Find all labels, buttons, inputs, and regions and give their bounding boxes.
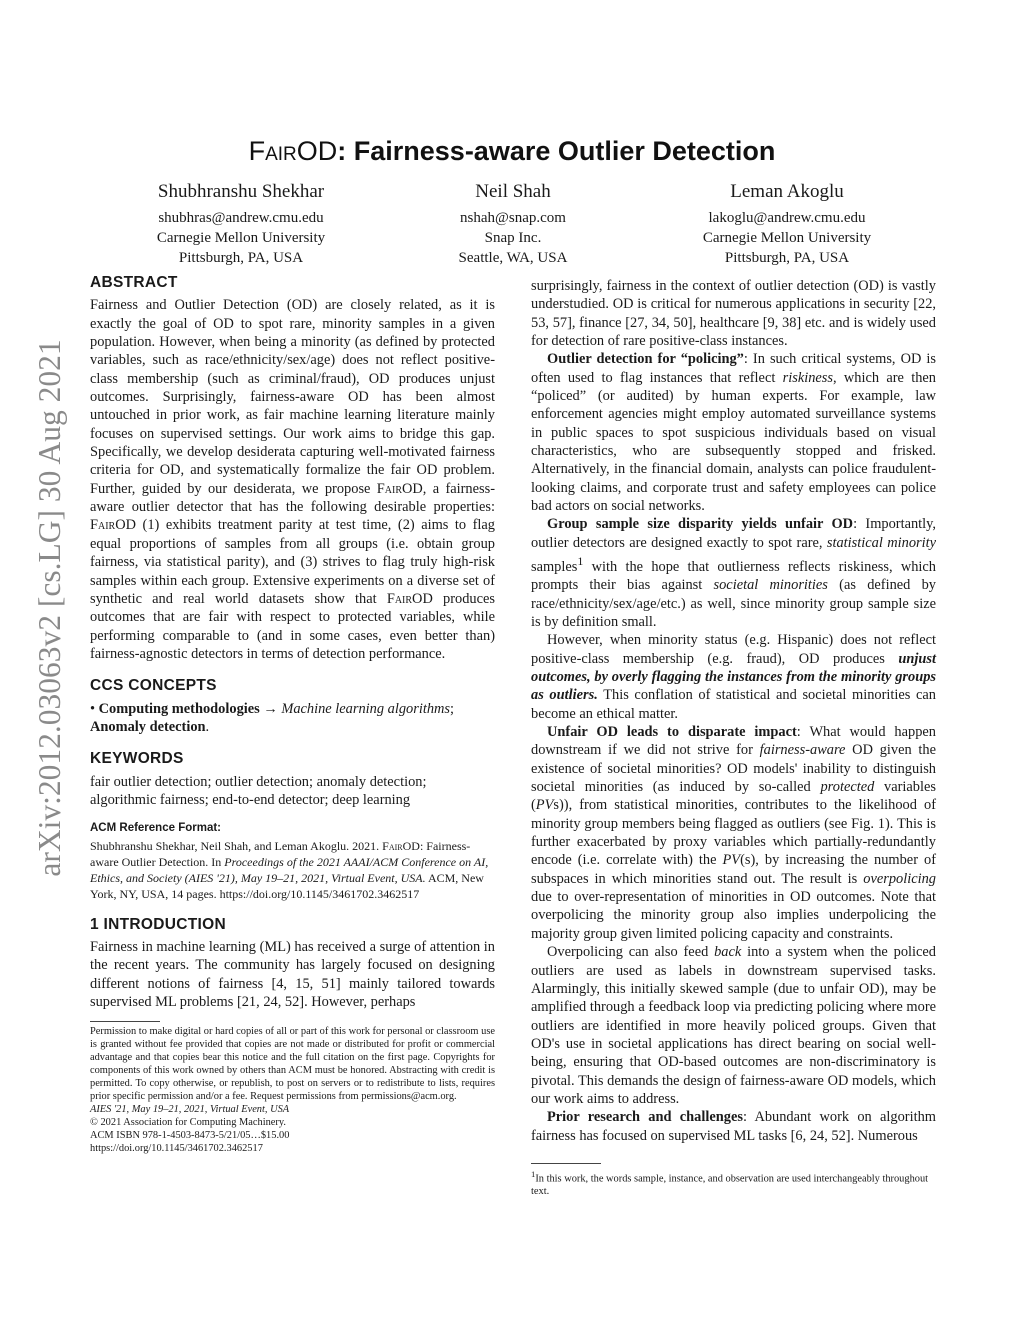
author-affiliation: Carnegie Mellon University <box>702 230 872 246</box>
intro-paragraph: surprisingly, fairness in the context of outlier detection (OD) is vastly understudied. OD is critical for numerous applications in security [22, 53, 57], finance [27, 34, 50], healthcare [9, 38] etc. and is widely used for detection of rare positive-class instances. <box>531 278 936 350</box>
author-affiliation: Carnegie Mellon University <box>156 230 326 246</box>
author-3 <box>652 179 922 268</box>
footnote-marker: 1 <box>577 554 584 569</box>
author-name: Neil Shah <box>475 181 551 202</box>
author-email: lakoglu@andrew.cmu.edu <box>708 210 866 226</box>
author-name: Leman Akoglu <box>730 181 844 202</box>
author-1 <box>106 179 376 268</box>
introduction-heading: 1 INTRODUCTION <box>90 915 226 933</box>
permission-block <box>90 1026 495 1155</box>
author-affiliation: Snap Inc. <box>484 230 542 246</box>
keywords-heading: KEYWORDS <box>90 750 184 768</box>
keywords-text: fair outlier detection; outlier detection; anomaly detection; algorithmic fairness; end-to-end detector; deep learning <box>90 773 427 808</box>
abstract-text: Fairness and Outlier Detection (OD) are closely related, as it is exactly the goal of OD to spot rare, minority samples in a given population. However, when being a minority (as defined by protected variables, such as race/ethnicity/sex/age) does not reflect positive-class membership (such as criminal/fraud), OD produces unjust outcomes. Surprisingly, fairness-aware OD has been almost untouched in prior work, as fair machine learning literature mainly focuses on supervised settings. Our work aims to bridge this gap. Specifically, we develop desiderata capturing well-motivated fairness criteria for OD, and systematically formalize the fair OD problem. Further, guided by our desiderata, we propose FairOD, a fairness-aware outlier detector that has the following desirable properties: FairOD (1) exhibits treatment parity at test time, (2) aims to flag equal proportions of samples from all groups (i.e. obtain group fairness, via statistical parity), and (3) strives to flag truly high-risk samples within each group. Extensive experiments on a diverse set of synthetic and real world datasets show that FairOD produces outcomes that are fair with respect to protected variables, while performing comparable to (and in some cases, even better than) fairness-agnostic detectors in terms of detection performance. <box>90 297 495 662</box>
intro-paragraph: Prior research and challenges: Abundant work on algorithm fairness has focused on supervised ML tasks [6, 24, 52]. Numerous <box>531 1109 936 1144</box>
title-rest: : Fairness-aware Outlier Detection <box>337 136 776 166</box>
introduction-text: Fairness in machine learning (ML) has received a surge of attention in the recent years. The community has largely focused on designing different notions of fairness [4, 15, 51] mainly tailored towards supervised ML problems [21, 24, 52]. However, perhaps <box>90 938 495 1010</box>
abstract-heading: ABSTRACT <box>90 274 178 291</box>
permission-text: Permission to make digital or hard copies of all or part of this work for personal or classroom use is granted without fee provided that copies are not made or distributed for profit or commercial advantage and that copies bear this notice and the full citation on the first page. Copyrights for components of this work owned by others than ACM must be honored. Abstracting with credit is permitted. To copy otherwise, or republish, to post on servers or to redistribute to lists, requires prior specific permission and/or a fee. Request permissions from permissions@acm.org. <box>90 1026 495 1102</box>
right-column <box>531 277 936 1199</box>
permission-venue: AIES '21, May 19–21, 2021, Virtual Event, USA <box>90 1103 290 1115</box>
permission-doi: https://doi.org/10.1145/3461702.3462517 <box>90 1142 263 1154</box>
arxiv-identifier: arXiv:2012.03063v2 [cs.LG] 30 Aug 2021 <box>32 339 67 877</box>
author-email: nshah@snap.com <box>460 210 566 226</box>
ccs-heading: CCS CONCEPTS <box>90 677 217 695</box>
title-method-name: FairOD <box>248 136 338 166</box>
intro-paragraph: However, when minority status (e.g. Hispanic) does not reflect positive-class membership (e.g. fraud), OD produces unjust outcomes, by overly flagging the instances from the minority groups as outliers. This conflation of statistical and societal minorities can become an ethical matter. <box>531 632 937 722</box>
author-location: Seattle, WA, USA <box>458 250 568 266</box>
paper-title <box>88 133 936 169</box>
footnote-rule <box>90 1021 160 1022</box>
author-name: Shubhranshu Shekhar <box>157 181 325 202</box>
intro-paragraph: Unfair OD leads to disparate impact: What would happen downstream if we did not strive for fairness-aware OD given the existence of societal minorities? OD models' inability to distinguish societal minorities (as induced by so-called protected variables (PVs)), from statistical minorities, contributes to the likelihood of minority group members being flagged as outliers (see Fig. 1). This is further exacerbated by proxy variables which partially-redundantly encode (i.e. correlate with) the PV(s), by increasing the number of subspaces in which minorities stand out. The result is overpolicing due to over-representation of minorities in OD outcomes. Note that overpolicing the minority group also implies underpolicing the majority group given limited policing capacity and constraints. <box>531 724 936 942</box>
footnote-rule <box>531 1163 601 1164</box>
permission-isbn: ACM ISBN 978-1-4503-8473-5/21/05…$15.00 <box>90 1129 290 1141</box>
acm-reference-text: Shubhranshu Shekhar, Neil Shah, and Leman Akoglu. 2021. FairOD: Fairness-aware Outlier Detection. In Proceedings of the 2021 AAAI/ACM Conference on AI, Ethics, and Society (AIES '21), May 19–21, 2021, Virtual Event, USA. ACM, New York, NY, USA, 14 pages. https://doi.org/10.1145/3461702.3462517 <box>90 838 489 901</box>
acm-reference-label: ACM Reference Format: <box>90 822 221 835</box>
footnote: $^1$In this work, the words sample, instance, and observation are used interchangeably throughout text. <box>531 1168 929 1198</box>
author-location: Pittsburgh, PA, USA <box>178 250 304 266</box>
author-2 <box>378 179 648 268</box>
author-location: Pittsburgh, PA, USA <box>724 250 850 266</box>
intro-paragraph: Group sample size disparity yields unfair OD: Importantly, outlier detectors are designed exactly to spot rare, statistical minority samples$^1$ with the hope that outlierness reflects riskiness, which prompts their bias against societal minorities (as defined by race/ethnicity/sex/age/etc.) as well, since minority group sample size is by definition small. <box>531 516 937 630</box>
left-column <box>90 274 495 1155</box>
author-email: shubhras@andrew.cmu.edu <box>158 210 324 226</box>
ccs-concepts: • Computing methodologies → Machine learning algorithms; Anomaly detection. <box>90 700 455 735</box>
permission-copyright: © 2021 Association for Computing Machinery. <box>90 1116 286 1128</box>
intro-paragraph: Outlier detection for “policing”: In such critical systems, OD is often used to flag instances that reflect riskiness, which are then “policed” (or audited) by human experts. For example, law enforcement agencies might employ automated surveillance systems in public spaces to spot suspicious individuals based on visual characteristics, who are subsequently stopped and frisked. Alternatively, in the financial domain, analysts can police fraudulent-looking claims, and corporate trust and safety employees can police bad actors on social networks. <box>531 351 937 515</box>
intro-paragraph: Overpolicing can also feed back into a system when the policed outliers are used as labels in downstream supervised tasks. Alarmingly, this initially skewed sample (due to unfair OD), may be amplified through a feedback loop via predicting policing where more outliers are identified in more heavily policed groups. Given that OD's use in societal applications has direct bearing on social well-being, ensuring that OD-based outcomes are non-discriminatory is pivotal. This demands the design of fairness-aware OD models, which our work aims to address. <box>531 944 936 1107</box>
